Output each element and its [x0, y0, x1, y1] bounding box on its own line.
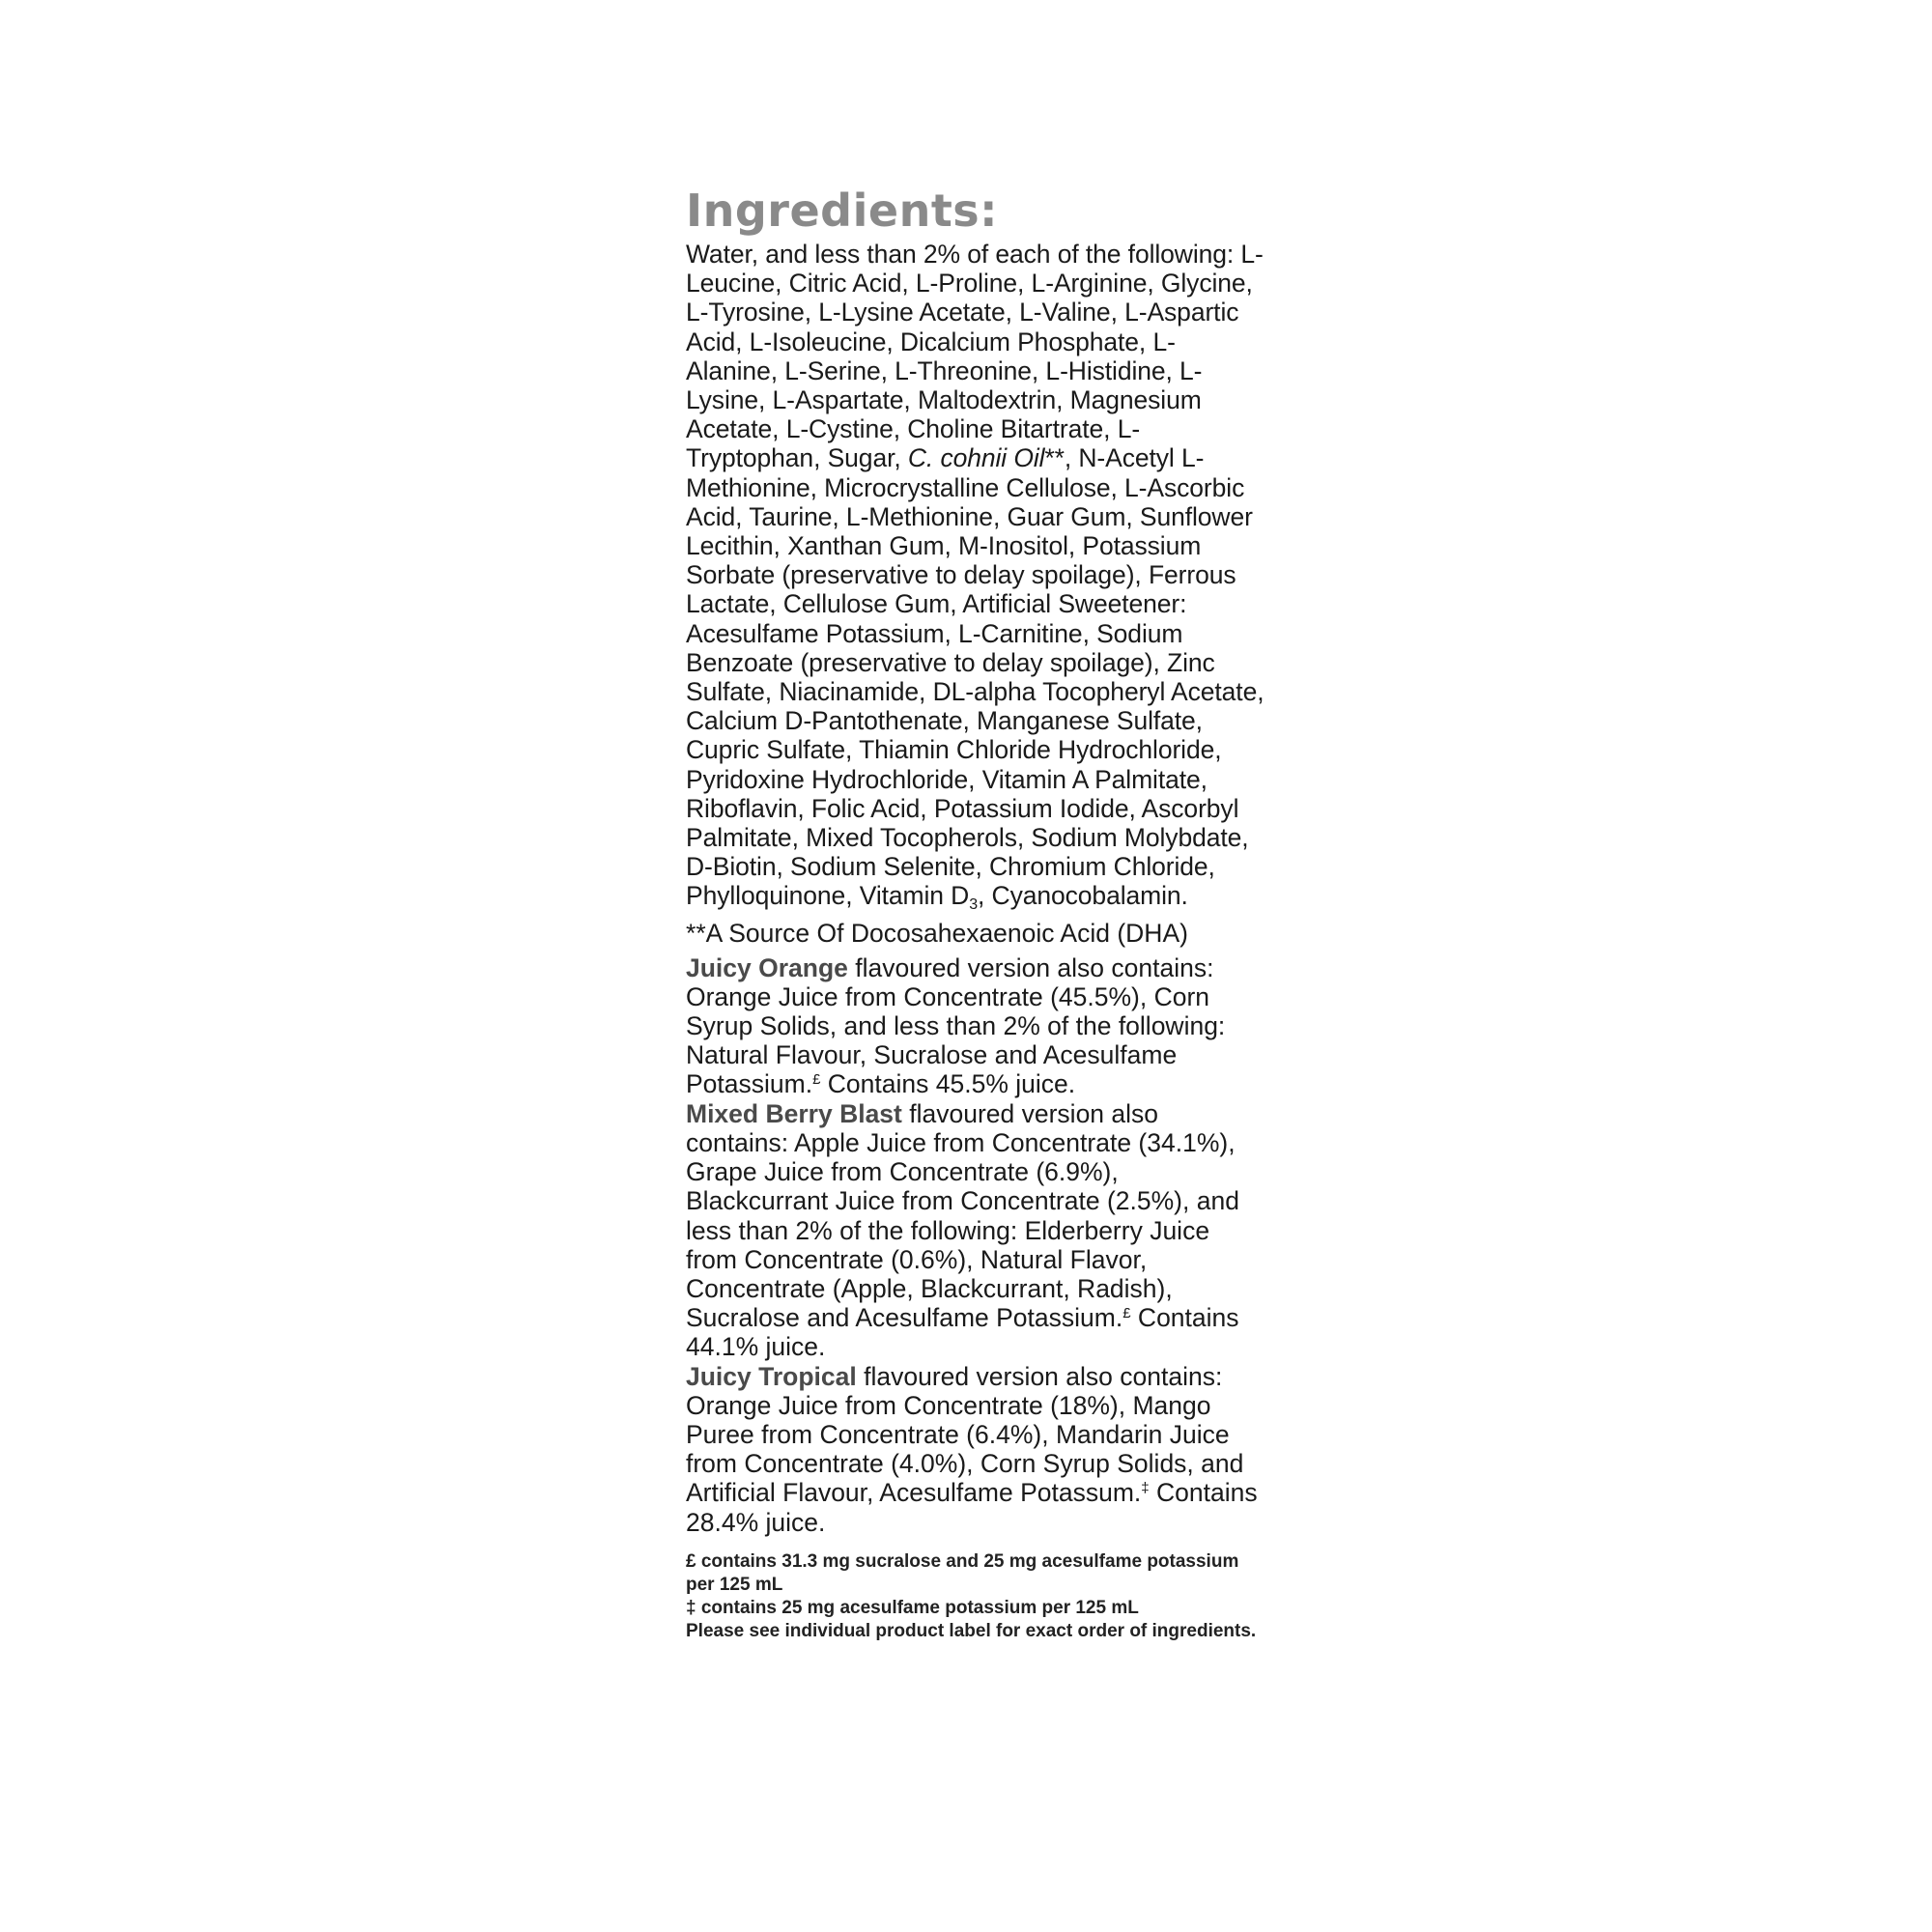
footnote-see-label: Please see individual product label for exact order of ingredients.	[686, 1620, 1257, 1641]
footnotes	[686, 1550, 1265, 1643]
ingredients-italic-oil: C. cohnii Oil	[907, 443, 1045, 473]
flavour-mark: £	[1122, 1305, 1131, 1322]
flavour-text: flavoured version also contains: Apple Juice from Concentrate (34.1%), Grape Juice from Concentrate (6.9%), Blackcurrant Juice from Concentrate (2.5%), and less than 2% of the following: Elderberry Juice from Concentrate (0.6%), Natural Flavor, Concentrate (Apple, Blackcurrant, Radish), Sucralose and Acesulfame Potassium.	[686, 1098, 1239, 1333]
ingredients-panel	[686, 184, 1265, 1643]
flavour-juice-content: Contains 28.4% juice.	[686, 1478, 1258, 1537]
flavour-name: Juicy Tropical	[686, 1361, 857, 1391]
dha-note: **A Source Of Docosahexaenoic Acid (DHA)	[686, 918, 1188, 948]
flavour-juicy-orange	[686, 953, 1265, 1099]
vitamin-d-subscript: 3	[969, 896, 979, 914]
flavour-text: flavoured version also contains: Orange Juice from Concentrate (45.5%), Corn Syrup Solids, and less than 2% of the following: Natural Flavour, Sucralose and Acesulfame Potassium.	[686, 952, 1226, 1099]
flavour-juicy-tropical	[686, 1362, 1265, 1537]
flavour-juice-content: Contains 44.1% juice.	[686, 1303, 1239, 1362]
flavour-name: Juicy Orange	[686, 952, 848, 982]
footnote-acesulfame: ‡ contains 25 mg acesulfame potassium per 125 mL	[686, 1597, 1139, 1618]
flavour-juice-content: Contains 45.5% juice.	[820, 1069, 1076, 1099]
flavour-mixed-berry-blast	[686, 1099, 1265, 1362]
ingredients-text-end: , Cyanocobalamin.	[978, 881, 1188, 911]
flavour-mark: £	[812, 1071, 821, 1089]
ingredients-text: Water, and less than 2% of each of the following: L-Leucine, Citric Acid, L-Proline, L-Arginine, Glycine, L-Tyrosine, L-Lysine Acetate, L-Valine, L-Aspartic Acid, L-Isoleucine, Dicalcium Phosphate, L-Alanine, L-Serine, L-Threonine, L-Histidine, L-Lysine, L-Aspartate, Maltodextrin, Magnesium Acetate, L-Cystine, Choline Bitartrate, L-Tryptophan, Sugar,	[686, 240, 1264, 473]
flavour-name: Mixed Berry Blast	[686, 1098, 902, 1128]
flavour-text: flavoured version also contains: Orange Juice from Concentrate (18%), Mango Puree from Concentrate (6.4%), Mandarin Juice from Concentrate (4.0%), Corn Syrup Solids, and Artificial Flavour, Acesulfame Potassum.	[686, 1361, 1244, 1508]
footnote-sucralose: £ contains 31.3 mg sucralose and 25 mg acesulfame potassium per 125 mL	[686, 1550, 1239, 1595]
flavour-mark: ‡	[1141, 1480, 1150, 1497]
ingredients-heading: Ingredients:	[686, 185, 999, 237]
ingredients-list	[686, 240, 1265, 914]
ingredients-text-continued: **, N-Acetyl L-Methionine, Microcrystalline Cellulose, L-Ascorbic Acid, Taurine, L-Methionine, Guar Gum, Sunflower Lecithin, Xanthan Gum, M-Inositol, Potassium Sorbate (preservative to delay spoilage), Ferrous Lactate, Cellulose Gum, Artificial Sweetener: Acesulfame Potassium, L-Carnitine, Sodium Benzoate (preservative to delay spoilage), Zinc Sulfate, Niacinamide, DL-alpha Tocopheryl Acetate, Calcium D-Pantothenate, Manganese Sulfate, Cupric Sulfate, Thiamin Chloride Hydrochloride, Pyridoxine Hydrochloride, Vitamin A Palmitate, Riboflavin, Folic Acid, Potassium Iodide, Ascorbyl Palmitate, Mixed Tocopherols, Sodium Molybdate, D-Biotin, Sodium Selenite, Chromium Chloride, Phylloquinone, Vitamin D	[686, 443, 1264, 911]
